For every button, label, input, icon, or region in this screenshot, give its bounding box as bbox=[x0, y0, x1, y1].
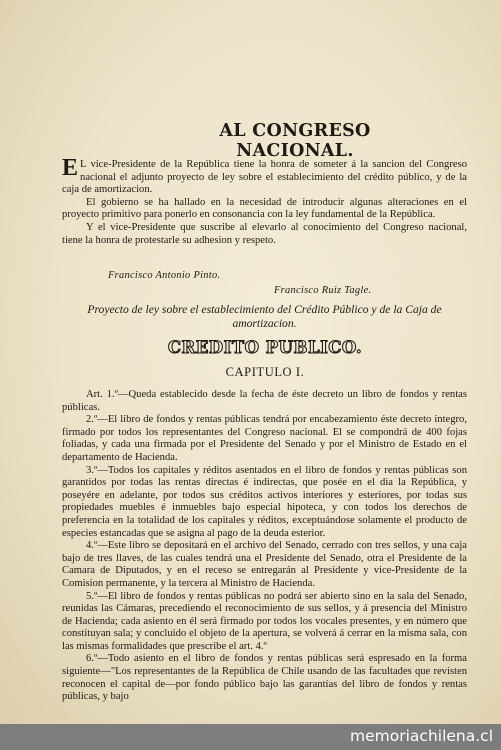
drop-cap: E bbox=[62, 155, 79, 181]
signature-pinto: Francisco Antonio Pinto. bbox=[108, 270, 221, 281]
intro-text bbox=[62, 155, 467, 247]
bill-title: Proyecto de ley sobre el establecimiento del Crédito Público y de la Caja de amortizacion. bbox=[87, 303, 442, 330]
intro-paragraph-2: El gobierno se ha hallado en la necesidad de introducir algunas alteraciones en el proyecto primitivo para ponerlo en consonancia con la ley fundamental de la República. bbox=[62, 196, 467, 221]
article-5: 5.º—El libro de fondos y rentas públicas no podrá ser abierto sino en la sala del Senado, reunidas las Cámaras, precediendo el reconocimiento de sus sellos, y á presencia del Ministro de Hacienda; cada asiento en él será firmado por todos los vocales presentes, y en número que constituyan sala; y concluido el objeto de la apertura, se volverá á cerrar en la misma sala, con las mismas formalidades que prescribe el art. 4.º bbox=[62, 590, 467, 652]
chapter-heading: CAPITULO I. bbox=[225, 365, 305, 379]
article-6: 6.º—Todo asiento en el libro de fondos y rentas públicas será espresado en la forma siguiente—"Los representantes de la República de Chile usando de las facultades que revisten reconocen el capital de—por fondo público bajo las garantías del libro de fondos y rentas públicas, y bajo bbox=[62, 653, 467, 703]
article-4: 4.º—Este libro se depositará en el archivo del Senado, cerrado con tres sellos, y una caja bajo de tres llaves, de las cuales tendrá una el Presidente del Senado, otra el Presidente de la Camara de Diputados, y en el receso se entregarán al Presidente y vice-Presidente de la Comision permanente, y la tercera al Ministro de Hacienda. bbox=[62, 540, 467, 589]
intro-paragraph-3: Y el vice-Presidente que suscribe al elevarlo al conocimiento del Congreso nacional, tiene la honra de protestarle su adhesion y respeto. bbox=[62, 221, 467, 246]
intro-paragraph-1: E L vice-Presidente de la República tiene la honra de someter á la sancion del Congreso nacional el adjunto proyecto de ley sobre el establecimiento del crédito público, y de la caja de amortizacion. bbox=[62, 155, 467, 196]
watermark-text: memoriachilena.cl bbox=[350, 727, 493, 745]
document-title: AL CONGRESO NACIONAL. bbox=[219, 121, 371, 161]
section-heading: CREDITO PUBLICO. bbox=[167, 338, 363, 357]
watermark-bar bbox=[0, 724, 501, 750]
article-2: 2.º—El libro de fondos y rentas públicas tendrá por encabezamiento éste decreto integro, firmado por todos los representantes del Congreso nacional. El se compondrá de 400 fojas foliadas, y cada una firmada por el Presidente del Senado y por el Ministro de Estado en el departamento de Hacienda. bbox=[62, 414, 467, 463]
articles bbox=[62, 389, 467, 704]
bleed-through-text bbox=[60, 14, 480, 104]
article-3: 3.º—Todos los capitales y réditos asentados en el libro de fondos y rentas públicas son garantidos por todas las rentas directas é indirectas, que posée en el dia la República, y poseyére en adelante, por todos sus créditos activos interiores y esteriores, por todas sus propiedades muebles é inmuebles bajo especial hipoteca, y con todos los derechos de preferencia en la totalidad de los capitales y réditos, exceptuándose solamente el producto de especies estancadas que se asigna al pago de la deuda esterior. bbox=[62, 464, 467, 539]
article-1: Art. 1.º—Queda establecido desde la fecha de éste decreto un libro de fondos y rentas públicas. bbox=[62, 389, 467, 413]
signature-ruiz-tagle: Francisco Ruiz Tagle. bbox=[274, 285, 372, 296]
